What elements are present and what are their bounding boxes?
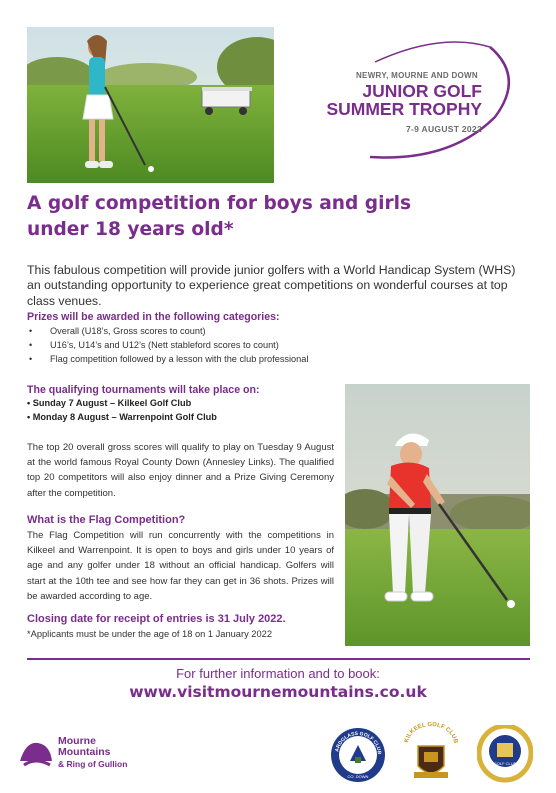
kilkeel-crest-text: KILKEEL GOLF CLUB [404,722,458,744]
page-title [27,191,447,243]
page-title-line-2: under 18 years old* [27,219,234,240]
list-item: • Flag competition followed by a lesson with the club professional [27,352,507,366]
further-info-text: For further information and to book: [176,666,380,681]
flag-paragraph: The Flag Competition will run concurrently with the competitions in Kilkeel and Warrenpoint. It is open to boys and girls under 10 years of age and any golfer under 18 without an official handicap. Golfers will start at the 10th tee and see how far they can get in 36 shots. Prizes will be awarded according to age. [27,530,334,602]
mm-logo-line-2: Mountains [58,746,111,758]
top20-paragraph: The top 20 overall gross scores will qualify to play on Tuesday 9 August at the world famous Royal County Down (Annesley Links). The qualified top 20 competitors will also enjoy dinner and a Prize Giving Ceremony after the competition. [27,442,334,499]
prizes-heading: Prizes will be awarded in the following categories: [27,311,280,323]
trophy-logo-title-1: JUNIOR GOLF [362,81,482,101]
closing-date: Closing date for receipt of entries is 31 July 2022. [27,613,286,625]
warrenpoint-crest-text: WARRENPOINT [485,730,516,748]
svg-text:KILKEEL GOLF CLUB [404,722,458,745]
photo-girl-golfer [27,27,274,183]
warrenpoint-crest [477,725,533,783]
mourne-mountains-logo [18,733,158,773]
mm-logo-line-3: & Ring of Gullion [58,759,128,769]
applicant-note: *Applicants must be under the age of 18 on 1 January 2022 [27,629,272,639]
list-item: • Monday 8 August – Warrenpoint Golf Club [27,412,217,422]
flag-heading: What is the Flag Competition? [27,514,186,526]
mm-logo-line-1: Mourne [58,735,96,747]
list-item: • Overall (U18’s, Gross scores to count) [27,324,507,338]
mountain-icon [18,735,54,771]
ardglass-crest-text: ARDGLASS GOLF CLUB [334,730,383,755]
ardglass-crest [330,727,386,783]
list-item: • U16’s, U14’s and U12’s (Nett stableford scores to count) [27,338,507,352]
ardglass-crest-subtext: CO. DOWN [347,774,369,779]
list-item: • Sunday 7 August – Kilkeel Golf Club [27,398,192,408]
page-title-line-1: A golf competition for boys and girls [27,193,412,214]
kilkeel-crest [404,722,458,786]
website-link[interactable]: www.visitmournemountains.co.uk [129,683,427,701]
qualifying-heading: The qualifying tournaments will take place on: [27,384,260,396]
trophy-logo-dates: 7-9 AUGUST 2022 [406,124,482,134]
prizes-list [27,324,507,366]
trophy-logo-region: NEWRY, MOURNE AND DOWN [355,71,478,80]
warrenpoint-crest-subtext: GOLF CLUB [493,761,517,766]
trophy-logo-title-2: SUMMER TROPHY [326,99,482,119]
intro-paragraph: This fabulous competition will provide junior golfers with a World Handicap System (WHS) an outstanding opportunity to experience great competitions on wonderful courses at top class venues. [27,263,516,308]
photo-boy-golfer [345,384,530,646]
trophy-logo [300,37,525,162]
footer-divider [27,658,530,660]
